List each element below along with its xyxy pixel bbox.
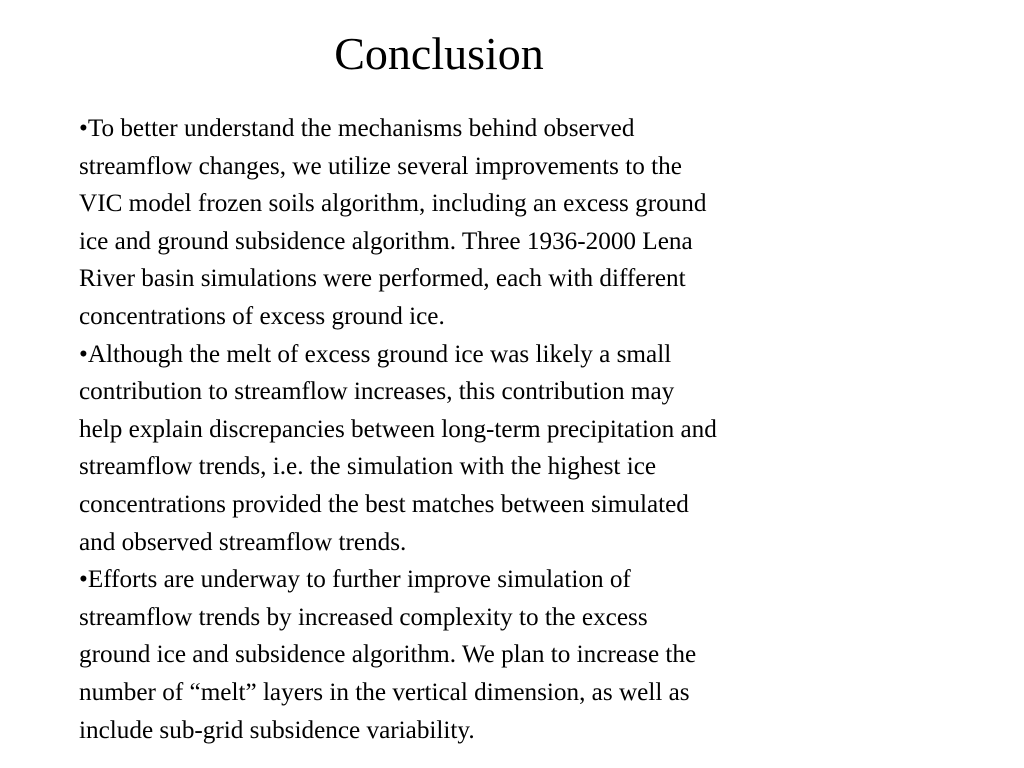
slide-body bbox=[79, 110, 879, 749]
bullet-line: and observed streamflow trends. bbox=[79, 528, 407, 556]
bullet-3 bbox=[79, 561, 879, 749]
bullet-line: •To better understand the mechanisms behind observed bbox=[79, 115, 635, 142]
bullet-line: •Although the melt of excess ground ice was likely a small bbox=[79, 340, 672, 368]
bullet-2 bbox=[79, 336, 879, 562]
bullet-1 bbox=[79, 110, 879, 336]
bullet-line: VIC model frozen soils algorithm, including an excess ground bbox=[79, 190, 707, 218]
bullet-line: concentrations of excess ground ice. bbox=[79, 302, 445, 330]
bullet-line: streamflow trends by increased complexity to the excess bbox=[79, 603, 648, 631]
bullet-line: streamflow changes, we utilize several improvements to the bbox=[79, 152, 682, 180]
bullet-line: contribution to streamflow increases, this contribution may bbox=[79, 378, 675, 406]
bullet-line: •Efforts are underway to further improve simulation of bbox=[79, 566, 631, 594]
bullet-line: include sub-grid subsidence variability. bbox=[79, 716, 475, 744]
bullet-line: help explain discrepancies between long-term precipitation and bbox=[79, 415, 717, 443]
slide-title: Conclusion bbox=[334, 28, 544, 79]
bullet-line: streamflow trends, i.e. the simulation with the highest ice bbox=[79, 453, 657, 481]
bullet-line: ground ice and subsidence algorithm. We plan to increase the bbox=[79, 641, 697, 669]
bullet-line: River basin simulations were performed, each with different bbox=[79, 265, 686, 293]
bullet-line: ice and ground subsidence algorithm. Three 1936-2000 Lena bbox=[79, 227, 693, 255]
bullet-line: concentrations provided the best matches between simulated bbox=[79, 490, 689, 518]
bullet-line: number of “melt” layers in the vertical dimension, as well as bbox=[79, 678, 690, 706]
